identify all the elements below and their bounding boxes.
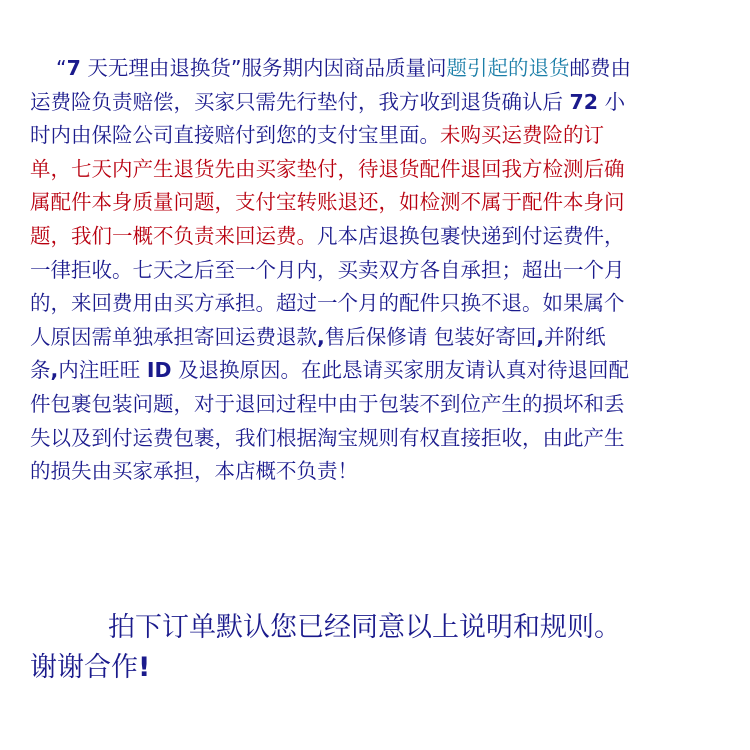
policy-text-segment: 未购买运费险的订	[440, 123, 604, 148]
policy-text-segment: ID	[146, 358, 172, 383]
policy-text-segment: 并附纸	[544, 324, 606, 349]
policy-text-segment: 的，来回费用由买方承担。超过一个月的配件只换不退。如果属个	[30, 291, 625, 316]
policy-text-segment: 人原因需单独承担寄回运费退款	[30, 324, 317, 349]
agreement-line: 拍下订单默认您已经同意以上说明和规则。	[108, 612, 621, 643]
policy-line	[30, 86, 732, 120]
policy-text-segment: “	[56, 56, 67, 80]
policy-text-segment: 运费险负责赔偿，买家只需先行垫付，我方收到退货确认后	[30, 89, 570, 114]
policy-text-segment: 属配件本身质量问题，支付宝转账退还，如检测不属于配件本身问	[30, 190, 625, 215]
policy-line	[30, 52, 732, 86]
policy-text-segment: 的损失由买家承担，本店概不负责！	[30, 459, 358, 484]
policy-line	[30, 220, 732, 254]
policy-line	[30, 254, 732, 288]
policy-text-segment: 时内由保险公司直接赔付到您的支付宝里面。	[30, 123, 440, 148]
policy-text-segment: ,	[536, 324, 545, 349]
policy-text-segment: ,	[317, 324, 325, 349]
policy-text-segment: 天无理由退换货”服务期内因商品质量问	[80, 56, 447, 80]
policy-text-segment: 题，我们一概不负责来回运费。	[30, 223, 317, 248]
policy-text-segment: 小	[598, 89, 626, 114]
policy-text-segment: 一律拒收。七天之后至一个月内，买卖双方各自承担；超出一个月	[30, 257, 625, 282]
policy-line	[30, 287, 732, 321]
thanks-line	[30, 648, 732, 688]
policy-line	[30, 422, 732, 456]
policy-line	[30, 455, 732, 489]
policy-text-segment: 7	[66, 56, 81, 80]
policy-line	[30, 354, 732, 388]
policy-text-segment: 内注旺旺	[58, 358, 147, 383]
closing-note	[30, 608, 732, 688]
policy-text-segment: 72	[569, 89, 599, 114]
policy-line	[30, 186, 732, 220]
policy-text-segment: 售后保修请 包装好寄回	[324, 324, 537, 349]
policy-text-segment: 凡本店退换包裹快递到付运费件，	[317, 223, 625, 248]
policy-text-segment: 件包裹包装问题，对于退回过程中由于包装不到位产生的损坏和丢	[30, 391, 625, 416]
policy-text-segment: 及退换原因。在此恳请买家朋友请认真对待退回配	[171, 358, 629, 383]
policy-line	[30, 153, 732, 187]
policy-text-segment: 题引起的退货	[446, 56, 570, 80]
policy-text-segment: 失以及到付运费包裹，我们根据淘宝规则有权直接拒收，由此产生	[30, 425, 625, 450]
thanks-exclamation: !	[138, 652, 151, 683]
policy-text-segment: 条	[30, 358, 51, 383]
policy-line	[30, 321, 732, 355]
policy-text-segment: 邮费由	[569, 56, 632, 80]
policy-text-segment: ,	[50, 358, 59, 383]
policy-line	[30, 388, 732, 422]
policy-line	[30, 119, 732, 153]
thanks-text: 谢谢合作	[30, 652, 138, 683]
return-policy-text	[30, 52, 732, 489]
policy-text-segment: 单，七天内产生退货先由买家垫付，待退货配件退回我方检测后确	[30, 156, 625, 181]
